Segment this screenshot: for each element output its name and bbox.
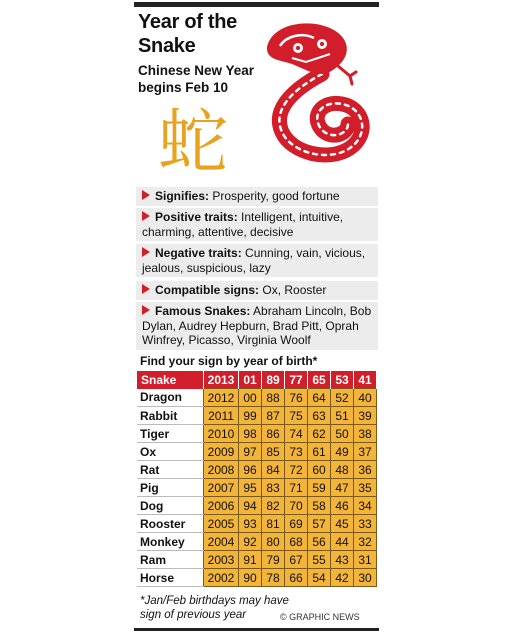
fact-label: Positive traits: (155, 210, 238, 224)
year-cell: 61 (308, 443, 331, 461)
year-cell: 59 (308, 479, 331, 497)
page-title (138, 10, 268, 58)
year-cell: 79 (262, 551, 285, 569)
year-cell: 36 (354, 461, 377, 479)
year-cell: 32 (354, 533, 377, 551)
year-cell: 80 (262, 533, 285, 551)
sign-name-cell: Monkey (137, 533, 204, 551)
year-cell: 68 (285, 533, 308, 551)
sign-name-cell: Dragon (137, 389, 204, 407)
year-cell: 87 (262, 407, 285, 425)
year-cell: 2002 (204, 569, 239, 587)
fact-label: Famous Snakes: (155, 304, 251, 318)
table-row (137, 407, 377, 425)
fact-label: Compatible signs: (155, 283, 260, 297)
year-cell: 2011 (204, 407, 239, 425)
table-row (137, 425, 377, 443)
year-cell: 33 (354, 515, 377, 533)
table-row (137, 479, 377, 497)
year-cell: 97 (239, 443, 262, 461)
year-cell: 70 (285, 497, 308, 515)
year-cell: 84 (262, 461, 285, 479)
year-cell: 74 (285, 425, 308, 443)
table-body (137, 389, 377, 587)
bottom-rule (134, 628, 379, 631)
year-cell: 63 (308, 407, 331, 425)
zodiac-year-table (137, 371, 377, 587)
bullet-triangle-icon (142, 305, 150, 315)
table-header-cell: 89 (262, 371, 285, 389)
year-cell: 47 (331, 479, 354, 497)
year-cell: 95 (239, 479, 262, 497)
find-sign-heading: Find your sign by year of birth* (140, 354, 318, 368)
table-row (137, 533, 377, 551)
sign-name-cell: Rabbit (137, 407, 204, 425)
year-cell: 83 (262, 479, 285, 497)
year-cell: 38 (354, 425, 377, 443)
year-cell: 94 (239, 497, 262, 515)
year-cell: 98 (239, 425, 262, 443)
fact-text: Intelligent, intuitive, charming, attentive, decisive (142, 210, 344, 239)
year-cell: 35 (354, 479, 377, 497)
year-cell: 44 (331, 533, 354, 551)
infographic-card (134, 0, 379, 632)
year-cell: 72 (285, 461, 308, 479)
sign-name-cell: Ox (137, 443, 204, 461)
year-cell: 46 (331, 497, 354, 515)
table-row (137, 389, 377, 407)
year-cell: 58 (308, 497, 331, 515)
table-header-cell: 01 (239, 371, 262, 389)
footnote (140, 594, 290, 622)
snake-character-text: 蛇 (158, 101, 228, 176)
year-cell: 52 (331, 389, 354, 407)
bullet-triangle-icon (142, 211, 150, 221)
year-cell: 2009 (204, 443, 239, 461)
year-cell: 55 (308, 551, 331, 569)
year-cell: 49 (331, 443, 354, 461)
table-row (137, 497, 377, 515)
year-cell: 67 (285, 551, 308, 569)
year-cell: 2004 (204, 533, 239, 551)
year-cell: 48 (331, 461, 354, 479)
sign-name-cell: Tiger (137, 425, 204, 443)
table-header-cell: 65 (308, 371, 331, 389)
fact-text: Ox, Rooster (262, 283, 327, 297)
table-row (137, 551, 377, 569)
year-cell: 57 (308, 515, 331, 533)
table-header-cell: 41 (354, 371, 377, 389)
snake-character-glyph (134, 100, 252, 176)
subtitle (138, 62, 268, 96)
year-cell: 60 (308, 461, 331, 479)
year-cell: 81 (262, 515, 285, 533)
fact-positive-traits (136, 208, 378, 241)
year-cell: 96 (239, 461, 262, 479)
sign-name-cell: Rooster (137, 515, 204, 533)
year-cell: 51 (331, 407, 354, 425)
year-cell: 92 (239, 533, 262, 551)
year-cell: 2007 (204, 479, 239, 497)
sign-name-cell: Rat (137, 461, 204, 479)
fact-signifies (136, 187, 378, 206)
subtitle-line-1: Chinese New Year (138, 63, 255, 78)
year-cell: 34 (354, 497, 377, 515)
year-cell: 40 (354, 389, 377, 407)
sign-name-cell: Ram (137, 551, 204, 569)
year-cell: 82 (262, 497, 285, 515)
year-cell: 90 (239, 569, 262, 587)
year-cell: 39 (354, 407, 377, 425)
year-cell: 91 (239, 551, 262, 569)
year-cell: 56 (308, 533, 331, 551)
fact-famous-snakes (136, 302, 378, 350)
year-cell: 78 (262, 569, 285, 587)
bullet-triangle-icon (142, 190, 150, 200)
year-cell: 62 (308, 425, 331, 443)
year-cell: 2010 (204, 425, 239, 443)
sign-name-cell: Pig (137, 479, 204, 497)
title-line-1: Year of the (138, 11, 237, 33)
year-cell: 73 (285, 443, 308, 461)
year-cell: 69 (285, 515, 308, 533)
year-cell: 45 (331, 515, 354, 533)
sign-name-cell: Horse (137, 569, 204, 587)
fact-text: Abraham Lincoln, Bob Dylan, Audrey Hepburn, Brad Pitt, Oprah Winfrey, Picasso, Virginia Woolf (142, 304, 372, 347)
year-cell: 37 (354, 443, 377, 461)
year-cell: 2005 (204, 515, 239, 533)
fact-label: Signifies: (155, 189, 210, 203)
footnote-line-1: *Jan/Feb birthdays may have (140, 595, 289, 607)
year-cell: 64 (308, 389, 331, 407)
top-rule (134, 2, 379, 7)
year-cell: 86 (262, 425, 285, 443)
year-cell: 76 (285, 389, 308, 407)
title-line-2: Snake (138, 35, 196, 57)
year-cell: 75 (285, 407, 308, 425)
table-row (137, 569, 377, 587)
year-cell: 93 (239, 515, 262, 533)
subtitle-line-2: begins Feb 10 (138, 80, 229, 95)
bullet-triangle-icon (142, 284, 150, 294)
year-cell: 00 (239, 389, 262, 407)
table-header-row (137, 371, 377, 389)
bullet-triangle-icon (142, 247, 150, 257)
year-cell: 2008 (204, 461, 239, 479)
year-cell: 30 (354, 569, 377, 587)
year-cell: 2006 (204, 497, 239, 515)
table-header-cell: Snake (137, 371, 204, 389)
sign-name-cell: Dog (137, 497, 204, 515)
credit: © GRAPHIC NEWS (280, 612, 360, 622)
table-header-cell: 2013 (204, 371, 239, 389)
fact-label: Negative traits: (155, 246, 242, 260)
year-cell: 2012 (204, 389, 239, 407)
year-cell: 85 (262, 443, 285, 461)
table-row (137, 515, 377, 533)
year-cell: 31 (354, 551, 377, 569)
year-cell: 66 (285, 569, 308, 587)
year-cell: 71 (285, 479, 308, 497)
year-cell: 43 (331, 551, 354, 569)
year-cell: 99 (239, 407, 262, 425)
year-cell: 2003 (204, 551, 239, 569)
footnote-line-2: sign of previous year (140, 609, 247, 621)
fact-text: Cunning, vain, vicious, jealous, suspicious, lazy (142, 246, 366, 275)
year-cell: 88 (262, 389, 285, 407)
year-cell: 42 (331, 569, 354, 587)
table-row (137, 461, 377, 479)
fact-compatible-signs (136, 281, 378, 300)
table-header-cell: 53 (331, 371, 354, 389)
fact-text: Prosperity, good fortune (212, 189, 340, 203)
year-cell: 54 (308, 569, 331, 587)
table-row (137, 443, 377, 461)
year-cell: 50 (331, 425, 354, 443)
snake-papercut-icon (252, 12, 377, 180)
table-header-cell: 77 (285, 371, 308, 389)
fact-negative-traits (136, 244, 378, 277)
